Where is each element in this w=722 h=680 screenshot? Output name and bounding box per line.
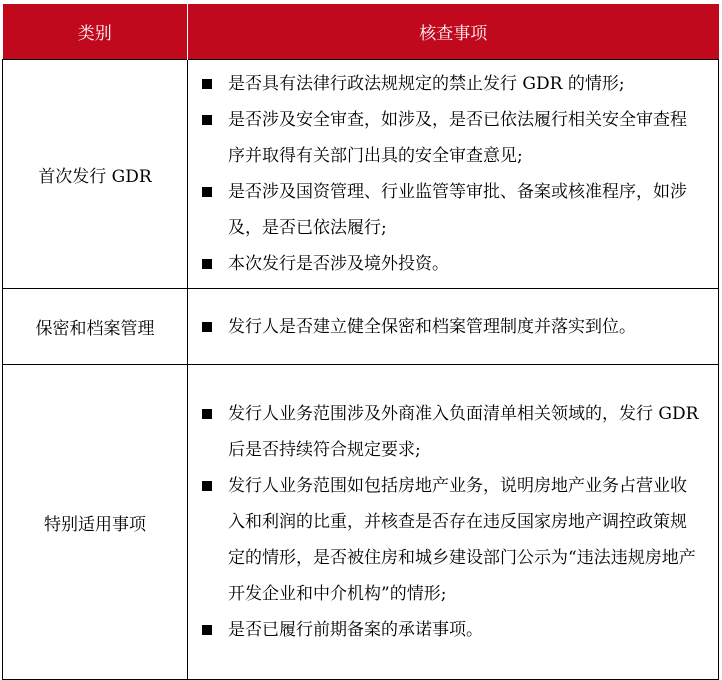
list-item [202, 102, 702, 174]
square-bullet-icon [202, 322, 212, 332]
list-item [202, 174, 702, 246]
bullet-list [202, 66, 702, 282]
item-text: 是否涉及国资管理、行业监管等审批、备案或核准程序，如涉及，是否已依法履行; [228, 182, 687, 238]
category-cell: 保密和档案管理 [3, 289, 188, 365]
list-item [202, 66, 702, 102]
table-header-row [3, 4, 719, 60]
item-text: 发行人业务范围涉及外商准入负面清单相关领域的，发行 GDR 后是否持续符合规定要求; [228, 404, 699, 460]
square-bullet-icon [202, 115, 212, 125]
table-row [3, 365, 719, 680]
item-text: 发行人是否建立健全保密和档案管理制度并落实到位。 [228, 316, 636, 337]
square-bullet-icon [202, 625, 212, 635]
items-cell [188, 289, 719, 365]
header-category: 类别 [3, 4, 188, 60]
header-check-items: 核查事项 [188, 4, 719, 60]
items-cell [188, 365, 719, 680]
item-text: 是否具有法律行政法规规定的禁止发行 GDR 的情形; [228, 74, 625, 94]
table-row [3, 60, 719, 289]
table-row [3, 289, 719, 365]
bullet-list [202, 309, 702, 345]
items-cell [188, 60, 719, 289]
bullet-list [202, 396, 702, 648]
list-item [202, 309, 702, 345]
list-item [202, 246, 702, 282]
category-cell: 首次发行 GDR [3, 60, 188, 289]
item-text: 发行人业务范围如包括房地产业务，说明房地产业务占营业收入和利润的比重，并核查是否存在违反国家房地产调控政策规定的情形，是否被住房和城乡建设部门公示为“违法违规房地产开发企业和中介机构”的情形; [228, 476, 696, 604]
square-bullet-icon [202, 79, 212, 89]
verification-table [2, 4, 719, 680]
list-item [202, 468, 702, 612]
list-item [202, 612, 702, 648]
list-item [202, 396, 702, 468]
item-text: 本次发行是否涉及境外投资。 [228, 254, 449, 274]
square-bullet-icon [202, 409, 212, 419]
square-bullet-icon [202, 187, 212, 197]
item-text: 是否已履行前期备案的承诺事项。 [228, 620, 483, 640]
verification-table-container [2, 4, 718, 680]
item-text: 是否涉及安全审查，如涉及，是否已依法履行相关安全审查程序并取得有关部门出具的安全审查意见; [228, 110, 687, 166]
category-cell: 特别适用事项 [3, 365, 188, 680]
square-bullet-icon [202, 481, 212, 491]
square-bullet-icon [202, 259, 212, 269]
